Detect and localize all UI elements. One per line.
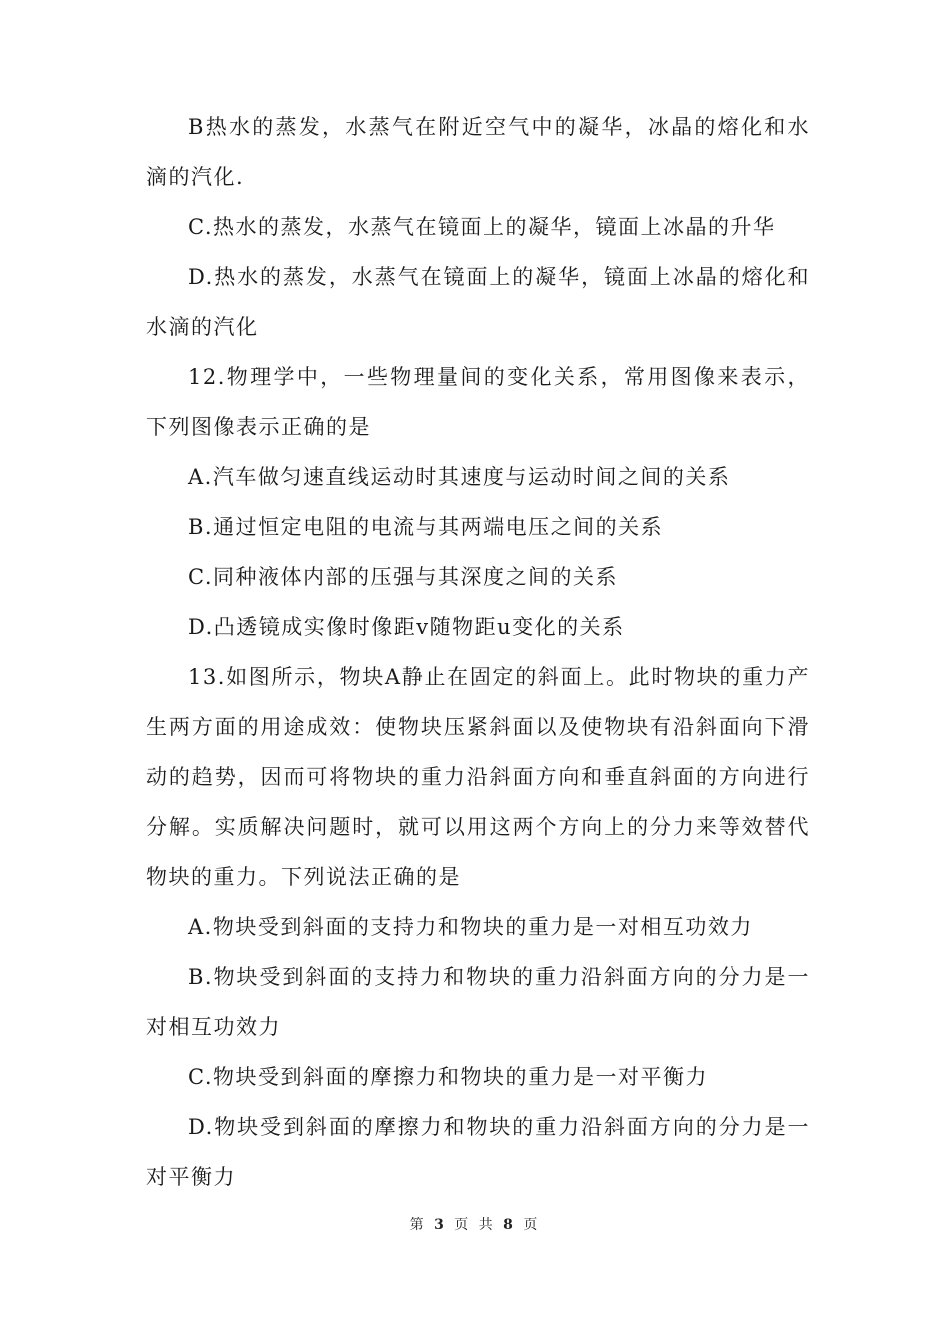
- footer-middle: 页 共: [454, 1217, 496, 1233]
- option-d-q11: D.热水的蒸发，水蒸气在镜面上的凝华，镜面上冰晶的熔化和水滴的汽化: [146, 265, 810, 339]
- option-d-q12: D.凸透镜成实像时像距v随物距u变化的关系: [188, 615, 625, 639]
- footer-prefix: 第: [409, 1217, 427, 1233]
- page-content: [146, 102, 810, 1202]
- option-a-q13: A.物块受到斜面的支持力和物块的重力是一对相互功效力: [188, 915, 753, 939]
- option-b-q13: B.物块受到斜面的支持力和物块的重力沿斜面方向的分力是一对相互功效力: [146, 965, 810, 1039]
- question-12: 12.物理学中，一些物理量间的变化关系，常用图像来表示，下列图像表示正确的是: [146, 365, 810, 439]
- footer-current-page: 3: [434, 1217, 447, 1233]
- footer-suffix: 页: [523, 1217, 541, 1233]
- question-13: 13.如图所示，物块A静止在固定的斜面上。此时物块的重力产生两方面的用途成效：使物块压紧斜面以及使物块有沿斜面向下滑动的趋势，因而可将物块的重力沿斜面方向和垂直斜面的方向进行分解。实质解决问题时，就可以用这两个方向上的分力来等效替代物块的重力。下列说法正确的是: [146, 665, 810, 889]
- option-a-q12: A.汽车做匀速直线运动时其速度与运动时间之间的关系: [188, 465, 731, 489]
- option-c-q12: C.同种液体内部的压强与其深度之间的关系: [188, 565, 618, 589]
- option-d-q13: D.物块受到斜面的摩擦力和物块的重力沿斜面方向的分力是一对平衡力: [146, 1115, 810, 1189]
- option-b-q12: B.通过恒定电阻的电流与其两端电压之间的关系: [188, 515, 664, 539]
- footer-total-pages: 8: [503, 1217, 516, 1233]
- option-c-q11: C.热水的蒸发，水蒸气在镜面上的凝华，镜面上冰晶的升华: [188, 215, 776, 239]
- page-footer: [0, 1214, 950, 1234]
- option-b-q11: B热水的蒸发，水蒸气在附近空气中的凝华，冰晶的熔化和水滴的汽化.: [146, 115, 810, 189]
- option-c-q13: C.物块受到斜面的摩擦力和物块的重力是一对平衡力: [188, 1065, 708, 1089]
